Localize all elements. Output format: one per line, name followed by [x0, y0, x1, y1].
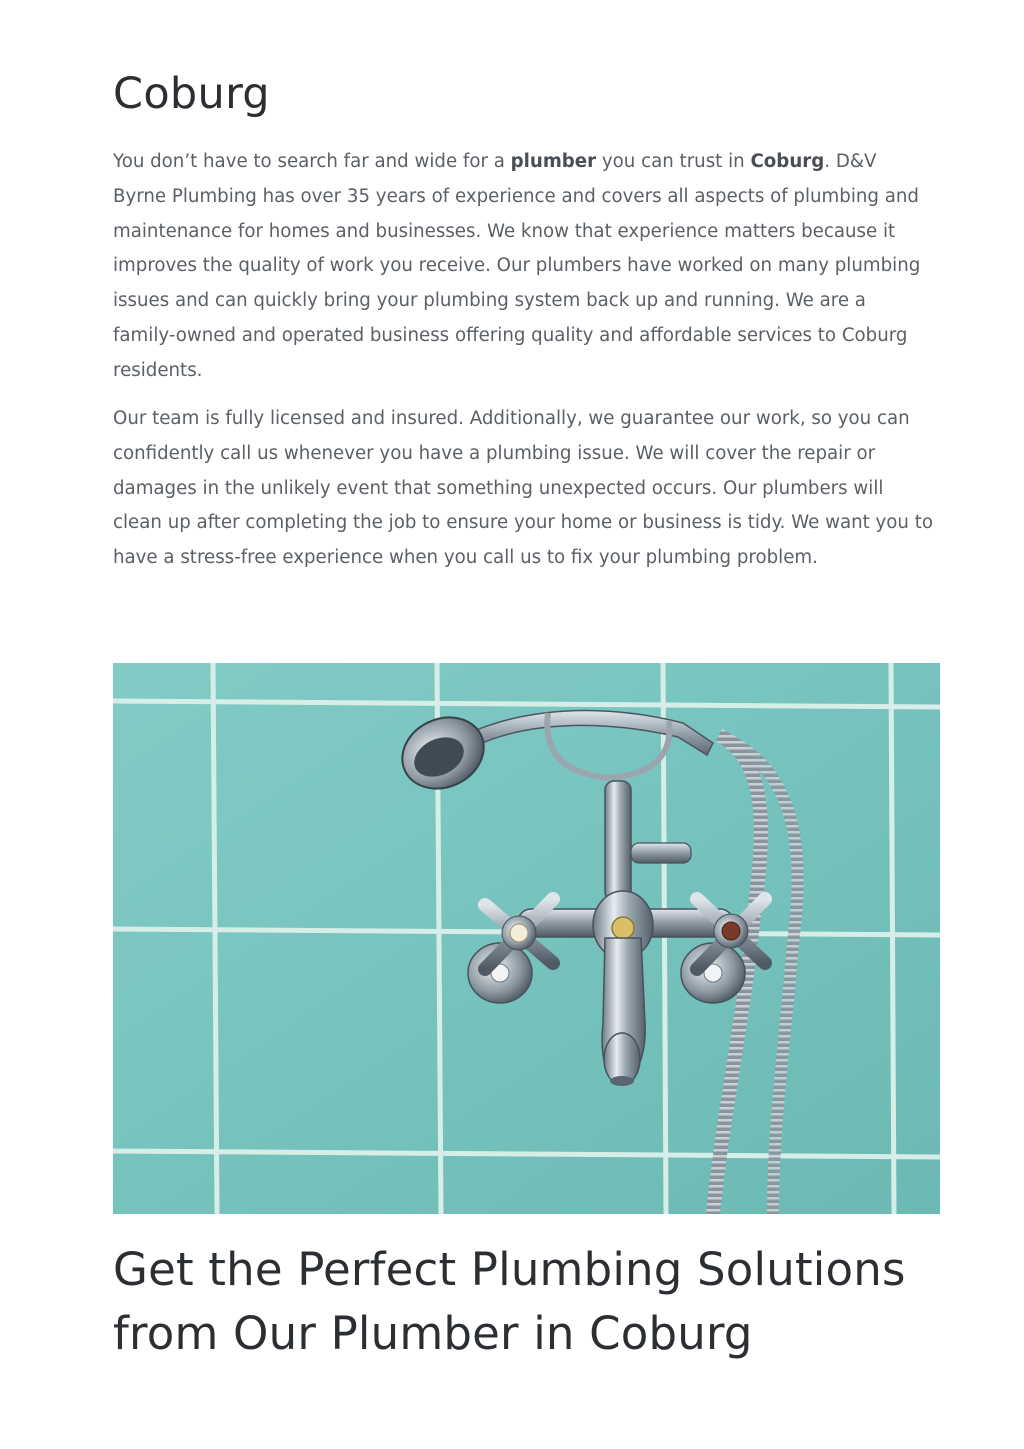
- page-title: Coburg: [113, 69, 270, 119]
- coburg-keyword: Coburg: [750, 151, 825, 172]
- section-heading: Get the Perfect Plumbing Solutions from Our Plumber in Coburg: [113, 1243, 906, 1360]
- intro-paragraph: [113, 145, 933, 389]
- intro-text-start: You don’t have to search far and wide for a: [113, 151, 511, 172]
- center-indicator: [612, 917, 634, 939]
- guarantee-paragraph: Our team is fully licensed and insured. Additionally, we guarantee our work, so you can confidently call us whenever you have a plumbing issue. We will cover the repair or damages in the unlikely event that something unexpected occurs. Our plumbers will clean up after completing the job to ensure your home or business is tidy. We want you to have a stress-free experience when you call us to fix your plumbing problem.: [113, 408, 933, 569]
- intro-text-middle: you can trust in: [596, 151, 751, 172]
- shower-faucet-photo: [113, 663, 940, 1214]
- intro-text-end: . D&V Byrne Plumbing has over 35 years of experience and covers all aspects of plumbing and maintenance for homes and businesses. We know that experience matters because it improves the quality of work you receive. Our plumbers have worked on many plumbing issues and can quickly bring your plumbing system back up and running. We are a family-owned and operated business offering quality and affordable services to Coburg residents.: [113, 151, 921, 381]
- plumber-keyword: plumber: [510, 151, 597, 172]
- faucet-riser: [605, 781, 631, 901]
